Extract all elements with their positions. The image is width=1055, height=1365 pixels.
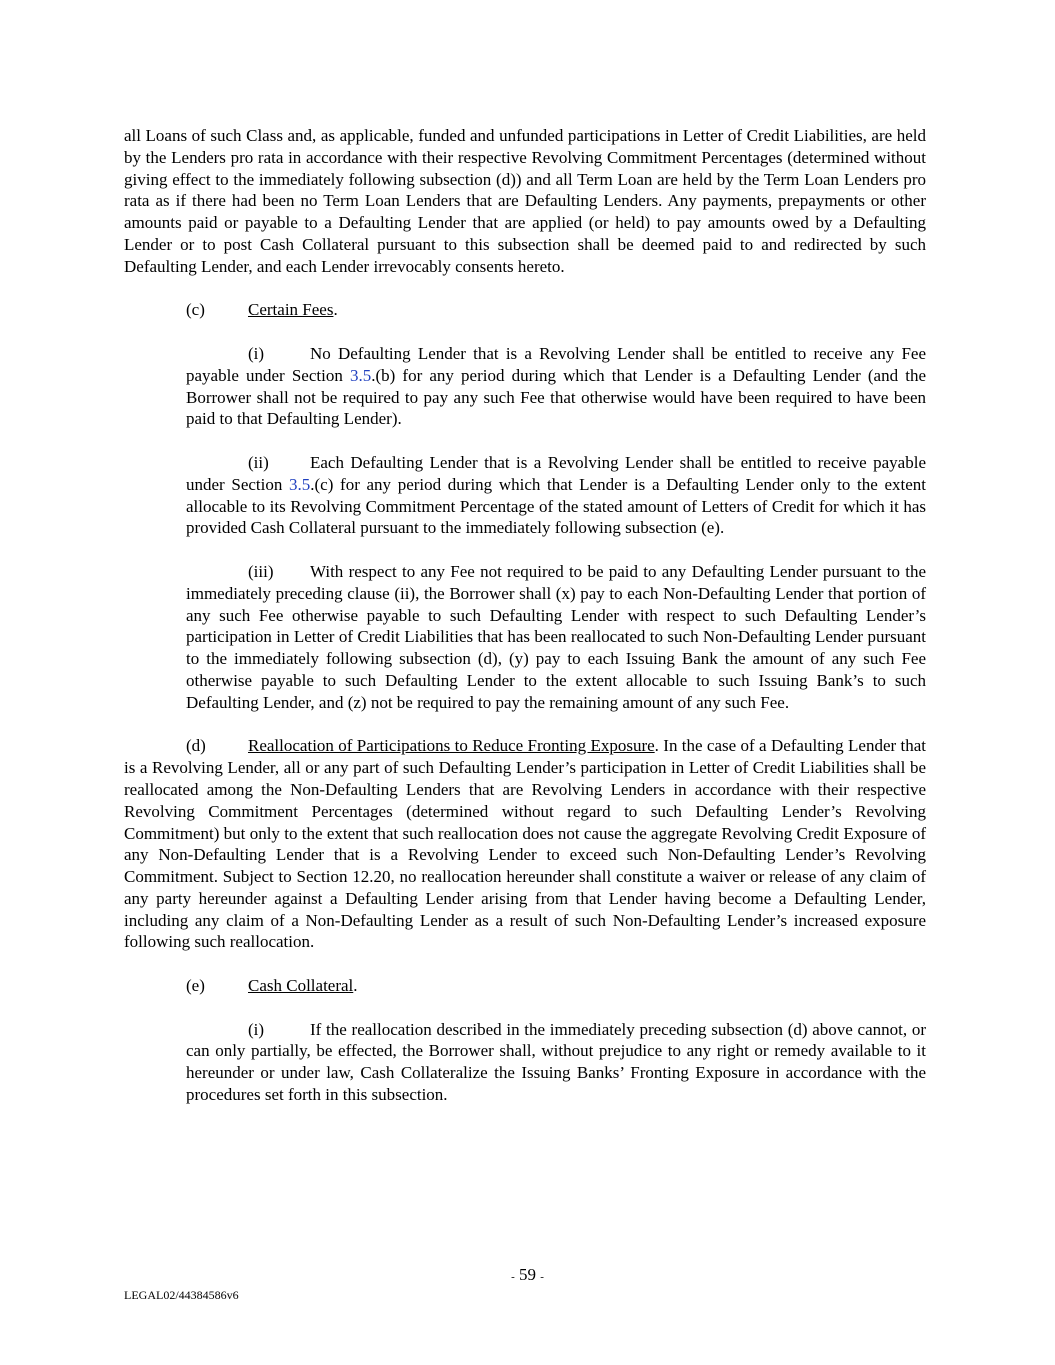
- section-c-i: [124, 343, 926, 430]
- section-c-iii-text: With respect to any Fee not required to be paid to any Defaulting Lender pursuant to the immediately preceding clause (ii), the Borrower shall (x) pay to each Non-Defaulting Lender that portion of any such Fee otherwise payable to such Defaulting Lender with respect to such Defaulting Lender’s participation in Letter of Credit Liabilities that has been reallocated to such Non-Defaulting Lender pursuant to the immediately following subsection (d), (y) pay to each Issuing Bank the amount of any such Fee otherwise payable to such Defaulting Lender to the extent allocable to such Issuing Bank’s to such Defaulting Lender, and (z) not be required to pay the remaining amount of any such Fee.: [186, 561, 926, 712]
- section-c-heading: [124, 299, 926, 321]
- section-e-i: [124, 1019, 926, 1106]
- section-e-i-text: If the reallocation described in the immediately preceding subsection (d) above cannot, or can only partially, be effected, the Borrower shall, without prejudice to any right or remedy available to it hereunder or under law, Cash Collateralize the Issuing Banks’ Fronting Exposure in accordance with the procedures set forth in this subsection.: [186, 1019, 926, 1105]
- section-d-title: Reallocation of Participations to Reduce Fronting Exposure: [248, 736, 655, 756]
- section-e-i-label: (i): [248, 1019, 265, 1039]
- section-c-ii-text-a: Each Defaulting Lender that is a Revolving Lender shall be entitled to receive payable under Section: [186, 452, 926, 494]
- page-number-dash-left: -: [511, 1271, 515, 1283]
- page-number-dash-right: -: [540, 1271, 544, 1283]
- document-body: [124, 125, 926, 1106]
- section-c-i-text-b: .(b) for any period during which that Lender is a Defaulting Lender (and the Borrower shall not be required to pay any such Fee that otherwise would have been required to have been paid to that Defaulting Lender).: [186, 365, 926, 429]
- section-c-title: Certain Fees: [248, 300, 334, 320]
- section-c-ii-label: (ii): [248, 452, 269, 472]
- section-d-text: . In the case of a Defaulting Lender that is a Revolving Lender, all or any part of such Defaulting Lender’s participation in Letter of Credit Liabilities shall be reallocated among the Non-Defaulting Lenders that are Revolving Lenders in accordance with their respective Revolving Commitment Percentages (determined without regard to such Defaulting Lender’s Revolving Commitment) but only to the extent that such reallocation does not cause the aggregate Revolving Credit Exposure of any Non-Defaulting Lender that is a Revolving Lender to exceed such Non-Defaulting Lender’s Revolving Commitment. Subject to Section 12.20, no reallocation hereunder shall constitute a waiver or release of any claim of any party hereunder against a Defaulting Lender arising from that Lender having become a Defaulting Lender, including any claim of a Non-Defaulting Lender as a result of such Non-Defaulting Lender’s increased exposure following such reallocation.: [124, 736, 926, 952]
- section-c-ii-text-b: .(c) for any period during which that Lender is a Defaulting Lender only to the extent allocable to its Revolving Commitment Percentage of the stated amount of Letters of Credit for which it has provided Cash Collateral pursuant to the immediately following subsection (e).: [186, 474, 926, 538]
- page-number: [0, 1265, 1055, 1285]
- section-c-title-period: .: [333, 300, 338, 320]
- section-e-title-period: .: [353, 976, 358, 996]
- section-c-i-label: (i): [248, 343, 265, 363]
- document-id: LEGAL02/44384586v6: [124, 1288, 239, 1302]
- section-d: [124, 735, 926, 953]
- section-c-iii-label: (iii): [248, 561, 274, 581]
- section-e-heading: [124, 975, 926, 997]
- section-e-label: (e): [186, 976, 205, 996]
- section-c-i-text-a: No Defaulting Lender that is a Revolving Lender shall be entitled to receive any Fee payable under Section: [186, 343, 926, 385]
- paragraph-b-continuation: all Loans of such Class and, as applicable, funded and unfunded participations in Letter of Credit Liabilities, are held by the Lenders pro rata in accordance with their respective Revolving Commitment Percentages (determined without giving effect to the immediately following subsection (d)) and all Term Loan are held by the Term Loan Lenders pro rata as if there had been no Term Loan Lenders that are Defaulting Lenders. Any payments, prepayments or other amounts paid or payable to a Defaulting Lender that are applied (or held) to pay amounts owed by a Defaulting Lender or to post Cash Collateral pursuant to this subsection shall be deemed paid to and redirected by such Defaulting Lender, and each Lender irrevocably consents hereto.: [124, 126, 926, 276]
- section-c-iii: [124, 561, 926, 714]
- section-c-ii: [124, 452, 926, 539]
- section-ref-link[interactable]: 3.5: [289, 474, 311, 494]
- section-d-label: (d): [186, 736, 206, 756]
- section-ref-link[interactable]: 3.5: [349, 365, 372, 385]
- section-c-label: (c): [186, 300, 205, 320]
- page-number-value: 59: [519, 1265, 536, 1284]
- section-e-title: Cash Collateral: [248, 976, 354, 996]
